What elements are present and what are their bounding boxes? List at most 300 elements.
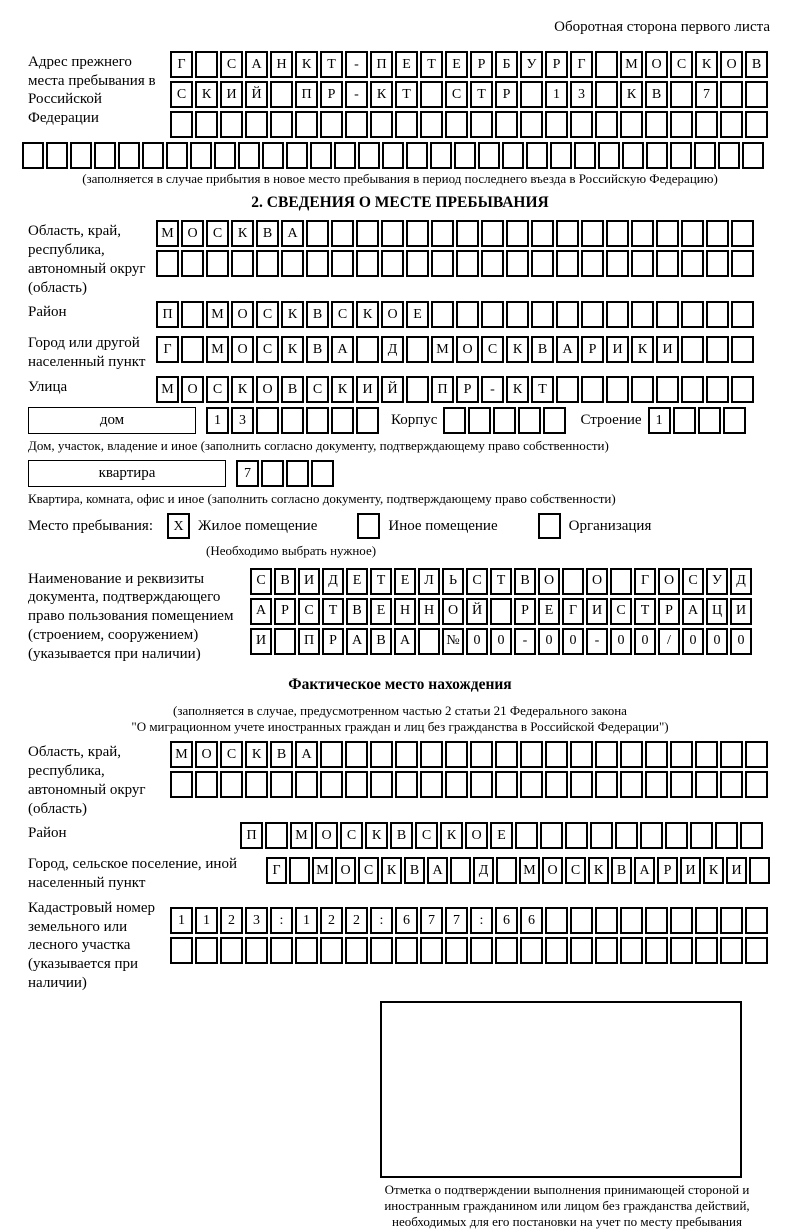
- char-box[interactable]: [631, 376, 654, 403]
- char-box[interactable]: 6: [395, 907, 418, 934]
- char-box[interactable]: [261, 460, 284, 487]
- char-box[interactable]: [581, 220, 604, 247]
- char-box[interactable]: С: [220, 741, 243, 768]
- char-box[interactable]: Г: [634, 568, 656, 595]
- char-box[interactable]: [430, 142, 452, 169]
- char-box[interactable]: [645, 937, 668, 964]
- char-box[interactable]: [706, 336, 729, 363]
- char-box[interactable]: О: [542, 857, 563, 884]
- char-box[interactable]: [418, 628, 440, 655]
- char-box[interactable]: [695, 111, 718, 138]
- char-box[interactable]: [656, 376, 679, 403]
- char-box[interactable]: [631, 250, 654, 277]
- char-box[interactable]: [540, 822, 563, 849]
- char-box[interactable]: А: [394, 628, 416, 655]
- char-box[interactable]: [595, 937, 618, 964]
- char-box[interactable]: [598, 142, 620, 169]
- char-box[interactable]: [181, 301, 204, 328]
- char-box[interactable]: [181, 250, 204, 277]
- char-box[interactable]: [720, 111, 743, 138]
- char-box[interactable]: Е: [406, 301, 429, 328]
- char-box[interactable]: О: [231, 336, 254, 363]
- char-box[interactable]: [456, 301, 479, 328]
- char-box[interactable]: 7: [445, 907, 468, 934]
- char-box[interactable]: [334, 142, 356, 169]
- char-box[interactable]: [740, 822, 763, 849]
- char-box[interactable]: 0: [538, 628, 560, 655]
- char-box[interactable]: С: [670, 51, 693, 78]
- char-box[interactable]: [443, 407, 466, 434]
- char-box[interactable]: [286, 142, 308, 169]
- char-box[interactable]: [118, 142, 140, 169]
- char-box[interactable]: [506, 220, 529, 247]
- char-box[interactable]: И: [586, 598, 608, 625]
- char-box[interactable]: С: [331, 301, 354, 328]
- char-box[interactable]: [370, 771, 393, 798]
- char-box[interactable]: [470, 741, 493, 768]
- char-box[interactable]: [445, 741, 468, 768]
- char-box[interactable]: П: [370, 51, 393, 78]
- char-box[interactable]: [289, 857, 310, 884]
- char-box[interactable]: И: [220, 81, 243, 108]
- char-box[interactable]: А: [250, 598, 272, 625]
- char-box[interactable]: [731, 301, 754, 328]
- char-box[interactable]: [706, 220, 729, 247]
- char-box[interactable]: [749, 857, 770, 884]
- char-box[interactable]: 7: [695, 81, 718, 108]
- char-box[interactable]: [395, 741, 418, 768]
- char-box[interactable]: [673, 407, 696, 434]
- char-box[interactable]: [581, 376, 604, 403]
- char-box[interactable]: 3: [245, 907, 268, 934]
- char-box[interactable]: [370, 111, 393, 138]
- organization-checkbox[interactable]: [538, 513, 561, 539]
- char-box[interactable]: Р: [658, 598, 680, 625]
- char-box[interactable]: Г: [170, 51, 193, 78]
- char-box[interactable]: [595, 771, 618, 798]
- char-box[interactable]: [595, 741, 618, 768]
- char-box[interactable]: О: [456, 336, 479, 363]
- char-box[interactable]: [556, 220, 579, 247]
- char-box[interactable]: -: [514, 628, 536, 655]
- char-box[interactable]: А: [281, 220, 304, 247]
- char-box[interactable]: [170, 111, 193, 138]
- char-box[interactable]: [274, 628, 296, 655]
- char-box[interactable]: С: [206, 376, 229, 403]
- char-box[interactable]: Й: [245, 81, 268, 108]
- char-box[interactable]: [270, 771, 293, 798]
- char-box[interactable]: 6: [520, 907, 543, 934]
- char-box[interactable]: [565, 822, 588, 849]
- char-box[interactable]: [646, 142, 668, 169]
- char-box[interactable]: [406, 250, 429, 277]
- char-box[interactable]: [620, 111, 643, 138]
- char-box[interactable]: 0: [730, 628, 752, 655]
- char-box[interactable]: [166, 142, 188, 169]
- char-box[interactable]: [195, 771, 218, 798]
- char-box[interactable]: Т: [531, 376, 554, 403]
- char-box[interactable]: С: [565, 857, 586, 884]
- char-box[interactable]: [181, 336, 204, 363]
- char-box[interactable]: С: [682, 568, 704, 595]
- char-box[interactable]: К: [231, 376, 254, 403]
- char-box[interactable]: К: [631, 336, 654, 363]
- char-box[interactable]: [690, 822, 713, 849]
- char-box[interactable]: П: [240, 822, 263, 849]
- char-box[interactable]: [720, 771, 743, 798]
- char-box[interactable]: [723, 407, 746, 434]
- char-box[interactable]: [431, 250, 454, 277]
- char-box[interactable]: Е: [395, 51, 418, 78]
- char-box[interactable]: [656, 250, 679, 277]
- char-box[interactable]: [595, 81, 618, 108]
- char-box[interactable]: [645, 771, 668, 798]
- char-box[interactable]: В: [745, 51, 768, 78]
- char-box[interactable]: Д: [322, 568, 344, 595]
- char-box[interactable]: [456, 220, 479, 247]
- char-box[interactable]: [470, 111, 493, 138]
- char-box[interactable]: [731, 250, 754, 277]
- char-box[interactable]: [620, 937, 643, 964]
- char-box[interactable]: [281, 250, 304, 277]
- char-box[interactable]: 1: [545, 81, 568, 108]
- char-box[interactable]: [570, 771, 593, 798]
- char-box[interactable]: Д: [473, 857, 494, 884]
- char-box[interactable]: О: [465, 822, 488, 849]
- char-box[interactable]: [620, 741, 643, 768]
- char-box[interactable]: С: [481, 336, 504, 363]
- char-box[interactable]: Р: [320, 81, 343, 108]
- char-box[interactable]: /: [658, 628, 680, 655]
- char-box[interactable]: [506, 250, 529, 277]
- char-box[interactable]: [656, 301, 679, 328]
- char-box[interactable]: 2: [220, 907, 243, 934]
- char-box[interactable]: Р: [514, 598, 536, 625]
- char-box[interactable]: С: [445, 81, 468, 108]
- char-box[interactable]: [306, 250, 329, 277]
- char-box[interactable]: Т: [370, 568, 392, 595]
- char-box[interactable]: Н: [270, 51, 293, 78]
- char-box[interactable]: 6: [495, 907, 518, 934]
- char-box[interactable]: К: [331, 376, 354, 403]
- char-box[interactable]: [445, 771, 468, 798]
- char-box[interactable]: [590, 822, 613, 849]
- char-box[interactable]: А: [346, 628, 368, 655]
- char-box[interactable]: [420, 771, 443, 798]
- char-box[interactable]: [345, 111, 368, 138]
- char-box[interactable]: М: [519, 857, 540, 884]
- char-box[interactable]: [478, 142, 500, 169]
- char-box[interactable]: О: [586, 568, 608, 595]
- char-box[interactable]: Р: [495, 81, 518, 108]
- char-box[interactable]: [543, 407, 566, 434]
- char-box[interactable]: Е: [490, 822, 513, 849]
- char-box[interactable]: Р: [581, 336, 604, 363]
- char-box[interactable]: 0: [682, 628, 704, 655]
- char-box[interactable]: [731, 376, 754, 403]
- char-box[interactable]: О: [315, 822, 338, 849]
- char-box[interactable]: [681, 301, 704, 328]
- char-box[interactable]: [570, 111, 593, 138]
- char-box[interactable]: [645, 741, 668, 768]
- char-box[interactable]: [665, 822, 688, 849]
- char-box[interactable]: [656, 220, 679, 247]
- residential-checkbox[interactable]: X: [167, 513, 190, 539]
- char-box[interactable]: [345, 771, 368, 798]
- char-box[interactable]: [695, 741, 718, 768]
- char-box[interactable]: [70, 142, 92, 169]
- char-box[interactable]: [706, 301, 729, 328]
- char-box[interactable]: [556, 301, 579, 328]
- char-box[interactable]: [631, 220, 654, 247]
- char-box[interactable]: [94, 142, 116, 169]
- char-box[interactable]: Д: [381, 336, 404, 363]
- char-box[interactable]: [245, 771, 268, 798]
- char-box[interactable]: П: [156, 301, 179, 328]
- char-box[interactable]: [420, 741, 443, 768]
- char-box[interactable]: У: [706, 568, 728, 595]
- char-box[interactable]: [545, 111, 568, 138]
- char-box[interactable]: [562, 568, 584, 595]
- char-box[interactable]: [520, 111, 543, 138]
- char-box[interactable]: [470, 937, 493, 964]
- char-box[interactable]: [295, 111, 318, 138]
- char-box[interactable]: 0: [706, 628, 728, 655]
- char-box[interactable]: [531, 250, 554, 277]
- char-box[interactable]: [731, 220, 754, 247]
- char-box[interactable]: [742, 142, 764, 169]
- char-box[interactable]: 3: [231, 407, 254, 434]
- char-box[interactable]: К: [695, 51, 718, 78]
- char-box[interactable]: А: [556, 336, 579, 363]
- char-box[interactable]: [606, 220, 629, 247]
- char-box[interactable]: 0: [562, 628, 584, 655]
- char-box[interactable]: [515, 822, 538, 849]
- char-box[interactable]: [142, 142, 164, 169]
- char-box[interactable]: К: [506, 376, 529, 403]
- char-box[interactable]: [356, 336, 379, 363]
- char-box[interactable]: С: [256, 336, 279, 363]
- char-box[interactable]: Е: [394, 568, 416, 595]
- char-box[interactable]: [270, 111, 293, 138]
- char-box[interactable]: [745, 907, 768, 934]
- char-box[interactable]: С: [340, 822, 363, 849]
- char-box[interactable]: [156, 250, 179, 277]
- char-box[interactable]: [606, 301, 629, 328]
- char-box[interactable]: В: [274, 568, 296, 595]
- char-box[interactable]: А: [427, 857, 448, 884]
- char-box[interactable]: [695, 771, 718, 798]
- char-box[interactable]: Р: [545, 51, 568, 78]
- char-box[interactable]: А: [682, 598, 704, 625]
- char-box[interactable]: [622, 142, 644, 169]
- char-box[interactable]: [214, 142, 236, 169]
- char-box[interactable]: В: [306, 336, 329, 363]
- char-box[interactable]: [681, 376, 704, 403]
- char-box[interactable]: К: [620, 81, 643, 108]
- char-box[interactable]: И: [656, 336, 679, 363]
- char-box[interactable]: С: [610, 598, 632, 625]
- char-box[interactable]: [631, 301, 654, 328]
- char-box[interactable]: А: [295, 741, 318, 768]
- char-box[interactable]: К: [703, 857, 724, 884]
- char-box[interactable]: М: [312, 857, 333, 884]
- char-box[interactable]: [382, 142, 404, 169]
- char-box[interactable]: 1: [206, 407, 229, 434]
- char-box[interactable]: [545, 771, 568, 798]
- char-box[interactable]: [595, 111, 618, 138]
- char-box[interactable]: Д: [730, 568, 752, 595]
- char-box[interactable]: В: [531, 336, 554, 363]
- char-box[interactable]: С: [220, 51, 243, 78]
- char-box[interactable]: [195, 51, 218, 78]
- char-box[interactable]: [395, 111, 418, 138]
- char-box[interactable]: [745, 81, 768, 108]
- char-box[interactable]: [345, 937, 368, 964]
- char-box[interactable]: И: [298, 568, 320, 595]
- char-box[interactable]: В: [514, 568, 536, 595]
- char-box[interactable]: [170, 937, 193, 964]
- char-box[interactable]: [574, 142, 596, 169]
- char-box[interactable]: К: [356, 301, 379, 328]
- char-box[interactable]: В: [346, 598, 368, 625]
- char-box[interactable]: [706, 250, 729, 277]
- char-box[interactable]: О: [538, 568, 560, 595]
- char-box[interactable]: [595, 51, 618, 78]
- char-box[interactable]: [420, 937, 443, 964]
- char-box[interactable]: С: [466, 568, 488, 595]
- char-box[interactable]: П: [298, 628, 320, 655]
- char-box[interactable]: Н: [394, 598, 416, 625]
- char-box[interactable]: М: [156, 220, 179, 247]
- char-box[interactable]: Т: [470, 81, 493, 108]
- char-box[interactable]: [270, 81, 293, 108]
- char-box[interactable]: В: [370, 628, 392, 655]
- char-box[interactable]: [231, 250, 254, 277]
- char-box[interactable]: [331, 407, 354, 434]
- char-box[interactable]: Й: [466, 598, 488, 625]
- char-box[interactable]: [556, 376, 579, 403]
- char-box[interactable]: М: [290, 822, 313, 849]
- char-box[interactable]: [456, 250, 479, 277]
- char-box[interactable]: [406, 142, 428, 169]
- char-box[interactable]: К: [440, 822, 463, 849]
- char-box[interactable]: -: [481, 376, 504, 403]
- char-box[interactable]: Г: [562, 598, 584, 625]
- char-box[interactable]: [518, 407, 541, 434]
- char-box[interactable]: [570, 937, 593, 964]
- char-box[interactable]: [306, 407, 329, 434]
- char-box[interactable]: [170, 771, 193, 798]
- char-box[interactable]: М: [620, 51, 643, 78]
- char-box[interactable]: [556, 250, 579, 277]
- char-box[interactable]: Т: [420, 51, 443, 78]
- char-box[interactable]: [381, 250, 404, 277]
- char-box[interactable]: [718, 142, 740, 169]
- char-box[interactable]: [706, 376, 729, 403]
- char-box[interactable]: [545, 937, 568, 964]
- char-box[interactable]: С: [298, 598, 320, 625]
- char-box[interactable]: [531, 220, 554, 247]
- char-box[interactable]: [720, 907, 743, 934]
- char-box[interactable]: Й: [381, 376, 404, 403]
- char-box[interactable]: [450, 857, 471, 884]
- char-box[interactable]: [220, 937, 243, 964]
- char-box[interactable]: [206, 250, 229, 277]
- char-box[interactable]: [395, 937, 418, 964]
- char-box[interactable]: И: [250, 628, 272, 655]
- char-box[interactable]: И: [356, 376, 379, 403]
- char-box[interactable]: Н: [418, 598, 440, 625]
- char-box[interactable]: [406, 336, 429, 363]
- char-box[interactable]: [670, 111, 693, 138]
- char-box[interactable]: [356, 220, 379, 247]
- char-box[interactable]: [606, 376, 629, 403]
- char-box[interactable]: [745, 771, 768, 798]
- char-box[interactable]: [620, 907, 643, 934]
- char-box[interactable]: [331, 250, 354, 277]
- char-box[interactable]: [620, 771, 643, 798]
- char-box[interactable]: С: [358, 857, 379, 884]
- char-box[interactable]: [310, 142, 332, 169]
- char-box[interactable]: Е: [370, 598, 392, 625]
- char-box[interactable]: [506, 301, 529, 328]
- char-box[interactable]: [495, 937, 518, 964]
- char-box[interactable]: А: [331, 336, 354, 363]
- char-box[interactable]: [265, 822, 288, 849]
- char-box[interactable]: [645, 111, 668, 138]
- char-box[interactable]: [640, 822, 663, 849]
- char-box[interactable]: [745, 741, 768, 768]
- char-box[interactable]: [695, 907, 718, 934]
- char-box[interactable]: [320, 111, 343, 138]
- char-box[interactable]: Р: [456, 376, 479, 403]
- char-box[interactable]: [720, 937, 743, 964]
- char-box[interactable]: [256, 407, 279, 434]
- char-box[interactable]: 3: [570, 81, 593, 108]
- char-box[interactable]: [190, 142, 212, 169]
- char-box[interactable]: [311, 460, 334, 487]
- char-box[interactable]: М: [170, 741, 193, 768]
- char-box[interactable]: [520, 81, 543, 108]
- char-box[interactable]: [670, 142, 692, 169]
- char-box[interactable]: В: [270, 741, 293, 768]
- char-box[interactable]: [581, 250, 604, 277]
- char-box[interactable]: Ц: [706, 598, 728, 625]
- char-box[interactable]: И: [726, 857, 747, 884]
- char-box[interactable]: В: [256, 220, 279, 247]
- char-box[interactable]: С: [415, 822, 438, 849]
- char-box[interactable]: К: [295, 51, 318, 78]
- char-box[interactable]: [681, 336, 704, 363]
- char-box[interactable]: О: [381, 301, 404, 328]
- char-box[interactable]: 1: [295, 907, 318, 934]
- char-box[interactable]: [550, 142, 572, 169]
- char-box[interactable]: Р: [322, 628, 344, 655]
- char-box[interactable]: [695, 937, 718, 964]
- char-box[interactable]: С: [250, 568, 272, 595]
- char-box[interactable]: [381, 220, 404, 247]
- char-box[interactable]: [406, 220, 429, 247]
- char-box[interactable]: С: [256, 301, 279, 328]
- char-box[interactable]: [358, 142, 380, 169]
- char-box[interactable]: :: [470, 907, 493, 934]
- char-box[interactable]: У: [520, 51, 543, 78]
- char-box[interactable]: [670, 741, 693, 768]
- char-box[interactable]: Л: [418, 568, 440, 595]
- char-box[interactable]: [495, 111, 518, 138]
- other-premises-checkbox[interactable]: [357, 513, 380, 539]
